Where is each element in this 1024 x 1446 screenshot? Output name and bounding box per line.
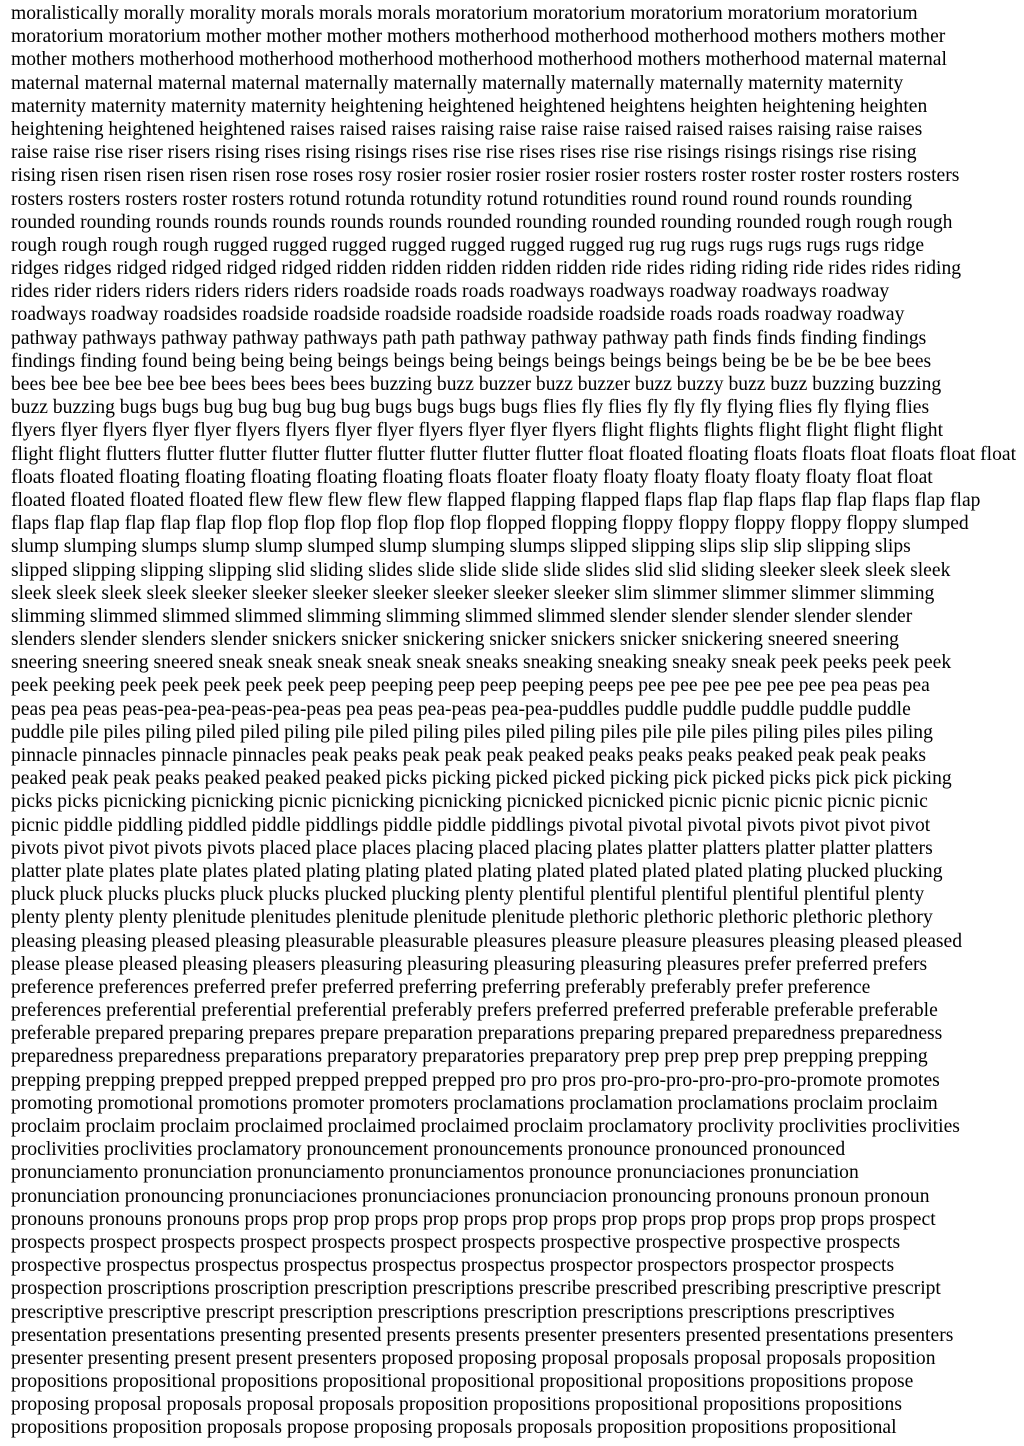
text-line: pinnacle pinnacles pinnacle pinnacles peak peaks peak peak peak peaked peaks peaks peaks peaked peak peak peaks	[11, 745, 927, 766]
text-line: peek peeking peek peek peek peek peek peep peeping peep peep peeping peeps pee pee pee pee pee pee pea peas pea	[11, 675, 930, 697]
text-line: prospective prospectus prospectus prospectus prospectus prospectus prospector prospectors prospector prospects	[11, 1255, 895, 1277]
text-line: floated floated floated floated flew flew flew flew flew flapped flapping flapped flaps flap flap flaps flap flap flaps flap flap	[11, 489, 981, 511]
text-line: heightening heightened heightened raises raised raises raising raise raise raise raised raised raises raising raise raises	[11, 118, 923, 140]
text-line: findings finding found being being being beings beings being beings beings beings beings being be be be be bee bees	[11, 350, 932, 372]
text-line: pronouns pronouns pronouns props prop prop props prop props prop props prop props prop props prop props prospect	[11, 1208, 936, 1230]
text-line: roadways roadway roadsides roadside roadside roadside roadside roadside roadside roads roads roadway roadway	[11, 304, 905, 326]
text-line: rising risen risen risen risen risen rose roses rosy rosier rosier rosier rosier rosier rosters roster roster roster rosters rosters	[11, 165, 960, 187]
text-line: preparedness preparedness preparations preparatory preparatories preparatory prep prep prep prep prepping prepping	[11, 1046, 928, 1068]
text-line: floats floated floating floating floating floating floating floats floater floaty floaty floaty floaty floaty floaty float float	[11, 466, 933, 488]
text-line: pleasing pleasing pleased pleasing pleasurable pleasurable pleasures pleasure pleasure pleasures pleasing pleased pleased	[11, 930, 963, 952]
text-line: proposing proposal proposals proposal proposals proposition propositions propositional propositions propositions	[11, 1394, 902, 1416]
text-line: plenty plenty plenty plenitude plenitudes plenitude plenitude plenitude plethoric plethoric plethoric plethoric plethory	[11, 907, 933, 929]
text-line: slump slumping slumps slump slump slumped slump slumping slumps slipped slipping slips slip slip slipping slips	[11, 536, 911, 558]
text-line: moratorium moratorium mother mother mother mothers motherhood motherhood motherhood mothers mothers mother	[11, 26, 946, 48]
text-line: picks picks picnicking picnicking picnic picnicking picnicking picnicked picnicked picnic picnic picnic picnic picnic	[11, 791, 928, 813]
text-line: maternal maternal maternal maternal maternally maternally maternally maternally maternally maternity maternity	[11, 72, 904, 94]
text-line: proclaim proclaim proclaim proclaimed proclaimed proclaimed proclaim proclamatory proclivity proclivities proclivities	[11, 1116, 960, 1137]
text-line: rounded rounding rounds rounds rounds rounds rounds rounded rounding rounded rounding rounded rough rough rough	[11, 211, 953, 233]
text-line: preferable prepared preparing prepares prepare preparation preparations preparing prepared preparedness preparedness	[11, 1023, 943, 1045]
text-line: buzz buzzing bugs bugs bug bug bug bug bug bugs bugs bugs bugs flies fly flies fly fly fly flying flies fly flying flies	[11, 397, 930, 419]
text-line: peas pea peas peas-pea-pea-peas-pea-peas pea peas pea-peas pea-pea-puddles puddle puddle puddle puddle puddle	[11, 698, 911, 720]
text-line: proclivities proclivities proclamatory pronouncement pronouncements pronounce pronounced pronounced	[11, 1139, 846, 1161]
text-line: picnic piddle piddling piddled piddle piddlings piddle piddle piddlings pivotal pivotal pivotal pivots pivot pivot pivot	[11, 814, 931, 836]
text-line: presentation presentations presenting presented presents presents presenter presenters presented presentations presenters	[11, 1324, 954, 1346]
text-line: ridges ridges ridged ridged ridged ridged ridden ridden ridden ridden ridden ride rides riding riding ride rides rides riding	[11, 258, 962, 280]
text-line: flyers flyer flyers flyer flyer flyers flyers flyer flyer flyers flyer flyer flyers flight flights flights flight flight flight flight	[11, 420, 944, 442]
text-line: pronunciation pronouncing pronunciaciones pronunciaciones pronunciacion pronouncing pronouns pronoun pronoun	[11, 1185, 930, 1207]
text-line: please please pleased pleasing pleasers pleasuring pleasuring pleasuring pleasuring pleasures prefer preferred prefers	[11, 953, 928, 975]
text-line: flaps flap flap flap flap flap flop flop flop flop flop flop flop flopped flopping floppy floppy floppy floppy floppy slumped	[11, 513, 969, 535]
text-line: maternity maternity maternity maternity heightening heightened heightened heightens heighten heightening heighten	[11, 95, 928, 117]
text-line: platter plate plates plate plates plated plating plating plated plating plated plated plated plated plating plucked plucking	[11, 860, 943, 882]
text-line: slimming slimmed slimmed slimmed slimming slimming slimmed slimmed slender slender slender slender slender	[11, 605, 913, 627]
text-line: rides rider riders riders riders riders riders roadside roads roads roadways roadways roadway roadways roadway	[11, 281, 890, 303]
text-line: sneering sneering sneered sneak sneak sneak sneak sneak sneaks sneaking sneaking sneaky sneak peek peeks peek peek	[11, 652, 952, 674]
text-line: pluck pluck plucks plucks pluck plucks plucked plucking plenty plentiful plentiful plentiful plentiful plentiful plenty	[11, 884, 925, 906]
text-line: preference preferences preferred prefer preferred preferring preferring preferably preferably prefer preference	[11, 976, 871, 998]
text-line: flight flight flutters flutter flutter flutter flutter flutter flutter flutter flutter float floated floating floats floats float floats float float	[11, 443, 1017, 465]
text-line: slipped slipping slipping slipping slid sliding slides slide slide slide slide slides slid slid sliding sleeker sleek sleek sleek	[11, 559, 951, 581]
text-line: rosters rosters rosters roster rosters rotund rotunda rotundity rotund rotundities round round round rounds rounding	[11, 188, 913, 210]
text-line: mother mothers motherhood motherhood motherhood motherhood motherhood mothers motherhood maternal maternal	[11, 49, 947, 71]
text-line: pathway pathways pathway pathway pathways path path pathway pathway pathway path finds finds finding findings	[11, 327, 927, 349]
text-line: pronunciamento pronunciation pronunciamento pronunciamentos pronounce pronunciaciones pronunciation	[11, 1162, 859, 1184]
text-line: raise raise rise riser risers rising rises rising risings rises rise rise rises rises rise rise risings risings risings rise rising	[11, 142, 917, 164]
text-line: prospection proscriptions proscription prescription prescriptions prescribe prescribed prescribing prescriptive prescript	[11, 1278, 941, 1300]
text-line: prospects prospect prospects prospect prospects prospect prospects prospective prospective prospective prospects	[11, 1231, 901, 1253]
text-line: propositions propositional propositions propositional propositional propositional propositions propositions propose	[11, 1371, 914, 1393]
text-line: propositions proposition proposals propose proposing proposals proposals proposition propositions propositional	[11, 1417, 897, 1439]
text-line: prepping prepping prepped prepped prepped prepped prepped pro pro pros pro-pro-pro-pro-pro-pro-promote promotes	[11, 1069, 940, 1091]
text-line: presenter presenting present present presenters proposed proposing proposal proposals proposal proposals proposition	[11, 1347, 936, 1369]
text-line: peaked peak peak peaks peaked peaked peaked picks picking picked picked picking pick picked picks pick pick picking	[11, 768, 952, 790]
text-line: moralistically morally morality morals morals morals moratorium moratorium moratorium moratorium moratorium	[11, 3, 918, 24]
text-line: rough rough rough rough rugged rugged rugged rugged rugged rugged rugged rug rug rugs rugs rugs rugs rugs ridge	[11, 234, 925, 256]
text-line: preferences preferential preferential preferential preferably prefers preferred preferred preferable preferable preferable	[11, 1000, 938, 1022]
text-line: puddle pile piles piling piled piled piling pile piled piling piles piled piling piles pile pile piles piling piles piles piling	[11, 721, 933, 743]
text-line: slenders slender slenders slender snickers snicker snickering snicker snickers snicker snickering sneered sneering	[11, 629, 899, 651]
text-line: bees bee bee bee bee bee bees bees bees bees buzzing buzz buzzer buzz buzzer buzz buzzy buzz buzz buzzing buzzing	[11, 374, 942, 395]
text-line: prescriptive prescriptive prescript prescription prescriptions prescription prescriptions prescriptions prescriptives	[11, 1301, 895, 1323]
text-line: sleek sleek sleek sleek sleeker sleeker sleeker sleeker sleeker sleeker sleeker slim slimmer slimmer slimmer slimming	[11, 582, 935, 604]
text-line: promoting promotional promotions promoter promoters proclamations proclamation proclamations proclaim proclaim	[11, 1092, 938, 1114]
text-line: pivots pivot pivot pivots pivots placed place places placing placed placing plates platter platters platter platter platters	[11, 837, 933, 859]
